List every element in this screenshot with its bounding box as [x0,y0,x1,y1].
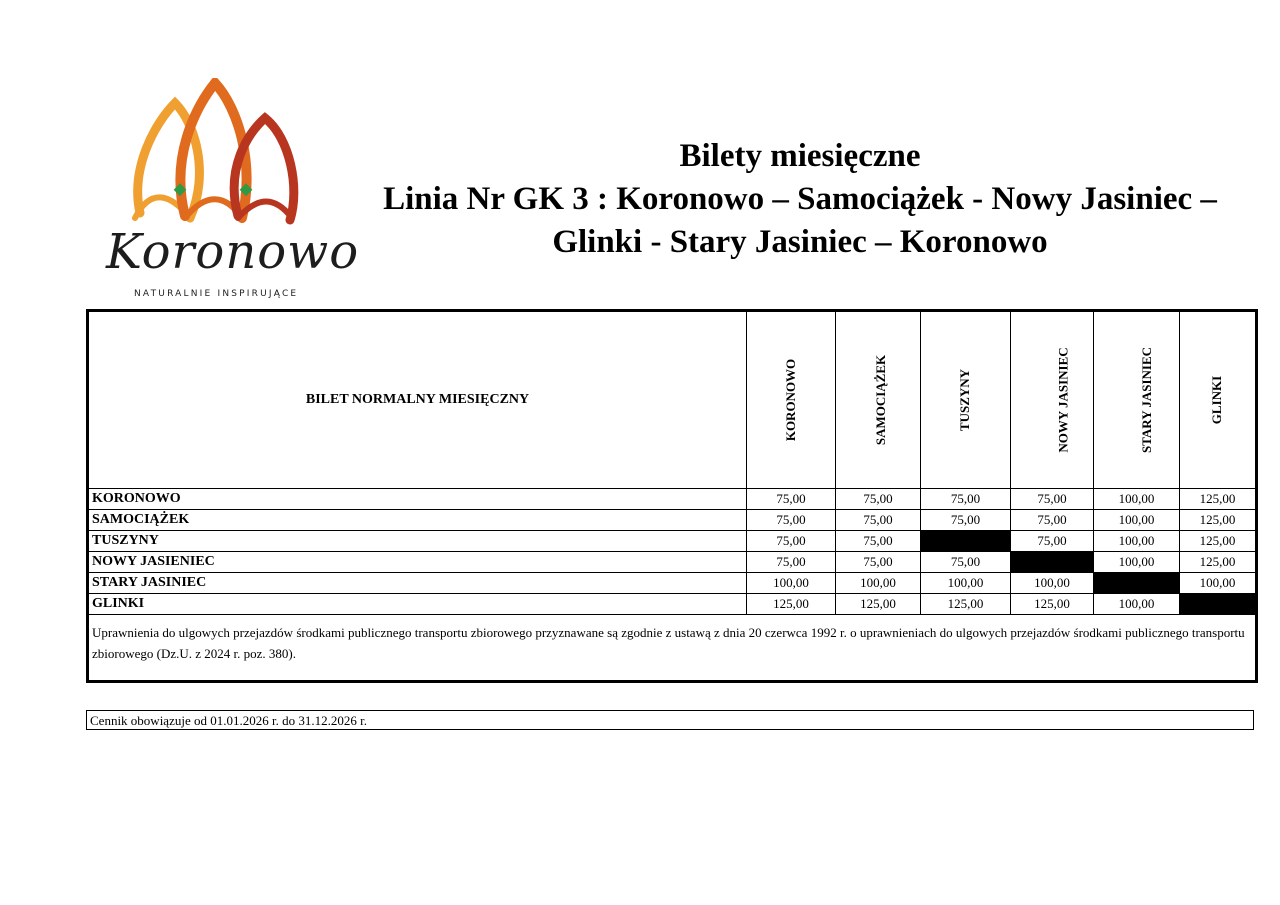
table-row [88,573,1257,594]
column-header: SAMOCIĄŻEK [836,311,921,489]
fare-cell: 100,00 [1094,531,1180,552]
row-label: STARY JASINIEC [88,573,747,594]
fare-table [86,309,1258,683]
koronowo-logo [100,78,360,303]
column-header: STARY JASINIEC [1094,311,1180,489]
fare-table-header [88,311,1257,489]
row-label: SAMOCIĄŻEK [88,510,747,531]
table-row [88,594,1257,615]
fare-cell: 75,00 [1011,531,1094,552]
fare-cell: 100,00 [1011,573,1094,594]
fare-cell: 125,00 [747,594,836,615]
fare-cell: 100,00 [1094,489,1180,510]
column-header: KORONOWO [747,311,836,489]
fare-cell: 75,00 [921,510,1011,531]
fare-cell: 75,00 [921,489,1011,510]
fare-cell: 100,00 [921,573,1011,594]
title-line-1: Bilety miesięczne [679,138,921,174]
fare-cell: 75,00 [836,510,921,531]
row-label: TUSZYNY [88,531,747,552]
fare-cell: 75,00 [836,552,921,573]
fare-cell: 75,00 [836,489,921,510]
row-label: GLINKI [88,594,747,615]
fare-cell: 125,00 [1180,531,1257,552]
fare-cell: 125,00 [921,594,1011,615]
row-label: NOWY JASIENIEC [88,552,747,573]
blackout-cell [921,531,1011,552]
column-header: GLINKI [1180,311,1257,489]
table-row [88,510,1257,531]
column-header: NOWY JASINIEC [1011,311,1094,489]
fare-cell: 75,00 [747,552,836,573]
row-label: KORONOWO [88,489,747,510]
logo-wordmark: Koronowo [106,224,360,280]
fare-cell: 125,00 [1180,552,1257,573]
fare-cell: 75,00 [836,531,921,552]
fare-cell: 75,00 [921,552,1011,573]
fare-cell: 100,00 [836,573,921,594]
fare-cell: 100,00 [1094,552,1180,573]
fare-cell: 75,00 [747,489,836,510]
fare-cell: 125,00 [1011,594,1094,615]
fare-cell: 125,00 [836,594,921,615]
table-row [88,552,1257,573]
table-row [88,531,1257,552]
fare-cell: 125,00 [1180,489,1257,510]
fare-cell: 75,00 [747,510,836,531]
concession-note: Uprawnienia do ulgowych przejazdów środkami publicznego transportu zbiorowego przyznawane są zgodnie z ustawą z dnia 20 czerwca 1992 r. o uprawnieniach do ulgowych przejazdów środkami publicznego transportu zbiorowego (Dz.U. z 2024 r. poz. 380). [88,615,1257,682]
title-line-3: Glinki - Stary Jasiniec – Koronowo [552,224,1048,260]
note-row [88,615,1257,682]
fare-cell: 100,00 [747,573,836,594]
blackout-cell [1094,573,1180,594]
fare-cell: 125,00 [1180,510,1257,531]
column-header: TUSZYNY [921,311,1011,489]
fare-cell: 100,00 [1094,594,1180,615]
corner-label: BILET NORMALNY MIESIĘCZNY [88,311,747,489]
title-line-2: Linia Nr GK 3 : Koronowo – Samociążek - Nowy Jasiniec – [383,181,1217,217]
fare-cell: 100,00 [1094,510,1180,531]
fare-cell: 75,00 [747,531,836,552]
blackout-cell [1011,552,1094,573]
validity-footer: Cennik obowiązuje od 01.01.2026 r. do 31.12.2026 r. [86,710,1254,730]
table-row [88,489,1257,510]
fare-cell: 100,00 [1180,573,1257,594]
crown-emblem-icon [130,78,300,228]
fare-cell: 75,00 [1011,510,1094,531]
blackout-cell [1180,594,1257,615]
fare-cell: 75,00 [1011,489,1094,510]
logo-tagline: NATURALNIE INSPIRUJĄCE [134,289,299,299]
page-title [340,135,1260,264]
